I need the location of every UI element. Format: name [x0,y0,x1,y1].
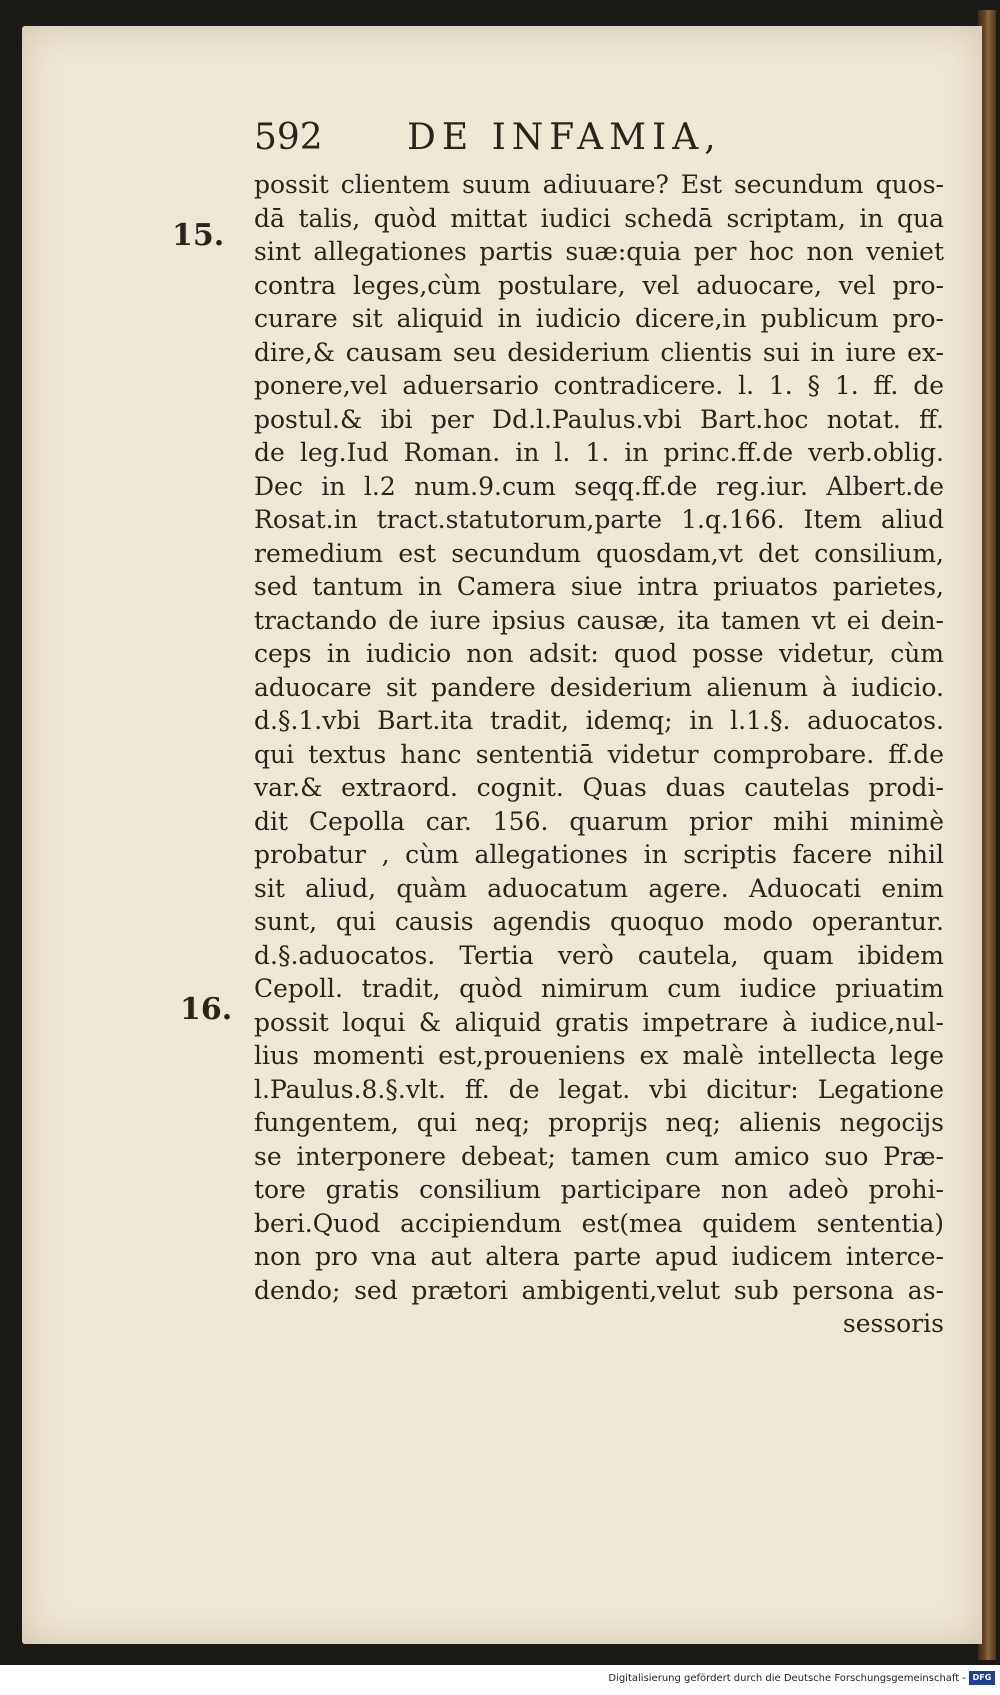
text-line: non pro vna aut altera parte apud iudicem interce- [254,1242,944,1271]
text-line: l.Paulus.8.§.vlt. ff. de legat. vbi dicitur: Legatione [254,1074,944,1104]
text-line: contra leges,cùm postulare, vel aduocare, vel pro- [254,270,944,300]
text-line: curare sit aliquid in iudicio dicere,in publicum pro- [254,304,944,333]
margin-note-16: 16. [180,992,233,1027]
text-line: probatur , cùm allegationes in scriptis facere nihil [254,840,944,869]
text-line: postul.& ibi per Dd.l.Paulus.vbi Bart.hoc notat. ff. [254,404,944,434]
text-line: de leg.Iud Roman. in l. 1. in princ.ff.de verb.oblig. [254,438,944,467]
text-line: d.§.aduocatos. Tertia verò cautela, quam ibidem [254,940,944,970]
margin-note-15: 15. [172,218,225,253]
running-head [232,110,832,166]
text-line: Rosat.in tract.statutorum,parte 1.q.166. Item aliud [254,505,944,534]
text-line: dit Cepolla car. 156. quarum prior mihi minimè [254,806,944,836]
footer-bar [0,1665,1000,1695]
text-line: sint allegationes partis suæ:quia per hoc non veniet [254,237,944,266]
text-line: fungentem, qui neq; proprijs neq; alienis negocijs [254,1108,944,1137]
text-line: var.& extraord. cognit. Quas duas cautelas prodi- [254,773,944,802]
running-title: DE INFAMIA, [407,117,722,158]
page-number: 592 [254,117,323,158]
text-line: possit loqui & aliquid gratis impetrare à iudice,nul- [254,1007,944,1037]
text-line: tractando de iure ipsius causæ, ita tamen vt ei dein- [254,605,944,635]
text-line: Cepoll. tradit, quòd nimirum cum iudice priuatim [254,974,944,1003]
text-line: sed tantum in Camera siue intra priuatos parietes, [254,572,944,601]
text-line: lius momenti est,proueniens ex malè intellecta lege [254,1041,944,1070]
text-line: aduocare sit pandere desiderium alienum à iudicio. [254,672,944,702]
text-line: dā talis, quòd mittat iudici schedā scriptam, in qua [254,203,944,233]
text-line: beri.Quod accipiendum est(mea quidem sententia) [254,1208,944,1238]
text-line: remedium est secundum quosdam,vt det consilium, [254,538,944,568]
text-line: ceps in iudicio non adsit: quod posse videtur, cùm [254,639,944,668]
digitization-credit: Digitalisierung gefördert durch die Deutsche Forschungsgemeinschaft - [608,1673,966,1684]
text-line: dendo; sed prætori ambigenti,velut sub persona as- [254,1275,944,1305]
text-line: qui textus hanc sententiā videtur comprobare. ff.de [254,739,944,769]
body-text [254,168,944,1341]
text-line: sit aliud, quàm aduocatum agere. Aduocati enim [254,873,944,903]
text-line: possit clientem suum adiuuare? Est secundum quos- [254,170,944,199]
text-line: Dec in l.2 num.9.cum seqq.ff.de reg.iur. Albert.de [254,471,944,501]
dfg-logo-icon: DFG [969,1671,995,1685]
text-line: d.§.1.vbi Bart.ita tradit, idemq; in l.1.§. aduocatos. [254,706,944,735]
text-line: tore gratis consilium participare non adeò prohi- [254,1175,944,1204]
text-line: dire,& causam seu desiderium clientis sui in iure ex- [254,337,944,367]
text-line: sunt, qui causis agendis quoquo modo operantur. [254,907,944,936]
text-line: ponere,vel aduersario contradicere. l. 1. § 1. ff. de [254,371,944,400]
text-line: se interponere debeat; tamen cum amico suo Præ- [254,1141,944,1171]
text-line: sessoris [842,1309,944,1338]
